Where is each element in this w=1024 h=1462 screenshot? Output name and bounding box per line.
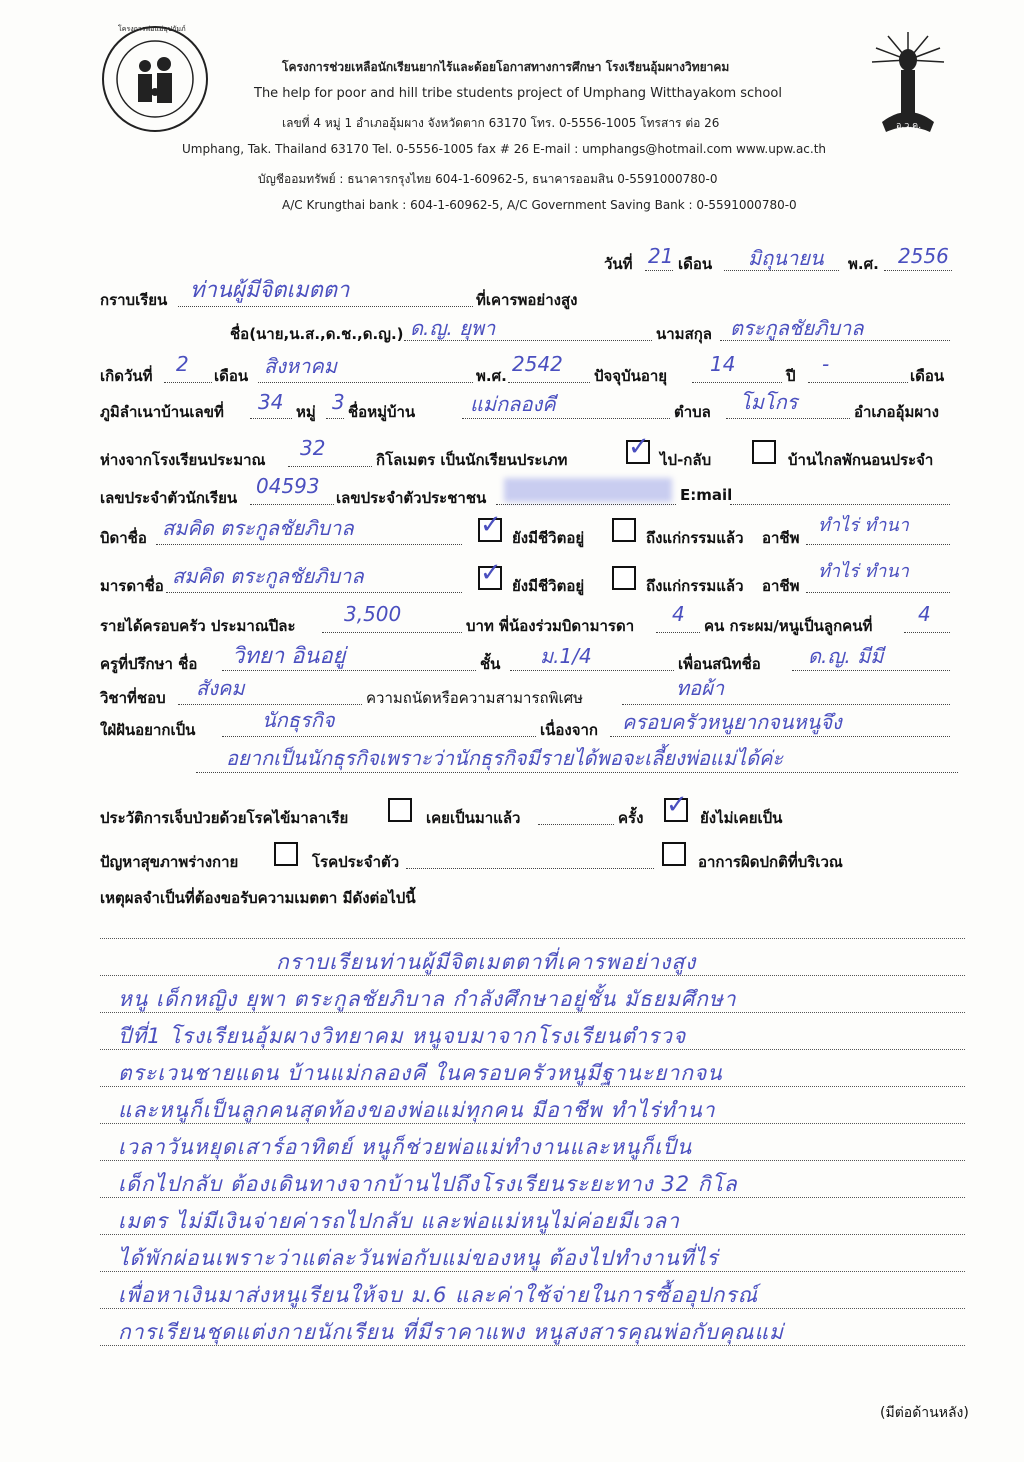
boarding-checkbox[interactable] xyxy=(752,440,776,464)
salutation-label: กราบเรียน xyxy=(100,291,168,309)
boarding-label: บ้านไกลพักนอนประจำ xyxy=(788,451,934,469)
essay-line: และหนูก็เป็นลูกคนสุดท้องของพ่อแม่ทุกคน มีอาชีพ ทำไร่ทำนา xyxy=(118,1098,716,1122)
commute-label: ไป-กลับ xyxy=(660,451,712,469)
born-day-value: 2 xyxy=(176,352,189,376)
house-value: 34 xyxy=(258,390,284,414)
email-label: E:mail xyxy=(680,486,733,504)
health-chronic-checkbox[interactable] xyxy=(274,842,298,866)
class-value: ม.1/4 xyxy=(540,644,592,668)
surname-value: ตระกูลชัยภิบาล xyxy=(730,316,864,340)
because-label: เนื่องจาก xyxy=(540,721,599,739)
header-line-th3: บัญชีออมทรัพย์ : ธนาคารกรุงไทย 604-1-60962-5, ธนาคารออมสิน 0-5591000780-0 xyxy=(258,172,718,186)
essay-line: ตระเวนชายแดน บ้านแม่กลองคี ในครอบครัวหนูมีฐานะยากจน xyxy=(118,1061,723,1085)
born-month-value: สิงหาคม xyxy=(264,354,337,378)
footer-note: (มีต่อด้านหลัง) xyxy=(880,1405,969,1421)
father-label: บิดาชื่อ xyxy=(100,529,147,547)
father-dead-checkbox[interactable] xyxy=(612,518,636,542)
mother-job-value: ทำไร่ ทำนา xyxy=(818,561,909,582)
age-month-value: - xyxy=(822,352,830,376)
village-value: แม่กลองคี xyxy=(470,392,556,416)
distance-label: ห่างจากโรงเรียนประมาณ xyxy=(100,451,266,469)
date-year-label: พ.ศ. xyxy=(848,255,879,273)
teacher-label: ครูที่ปรึกษา ชื่อ xyxy=(100,655,198,673)
essay-line: หนู เด็กหญิง ยุพา ตระกูลชัยภิบาล กำลังศึกษาอยู่ชั้น มัธยมศึกษา xyxy=(118,987,737,1011)
left-logo-text: โครงการพ่อแม่อุปถัมภ์ xyxy=(118,25,186,33)
essay-line: เพื่อหาเงินมาส่งหนูเรียนให้จบ ม.6 และค่าใช้จ่ายในการซื้ออุปกรณ์ xyxy=(118,1283,759,1307)
essay-line: เมตร ไม่มีเงินจ่ายค่ารถไปกลับ และพ่อแม่หนูไม่ค่อยมีเวลา xyxy=(118,1209,680,1233)
essay-line: เด็กไปกลับ ต้องเดินทางจากบ้านไปถึงโรงเรียนระยะทาง 32 กิโล xyxy=(118,1172,738,1196)
moo-value: 3 xyxy=(332,390,345,414)
born-month-label: เดือน xyxy=(214,367,249,385)
header-line-en3: A/C Krungthai bank : 604-1-60962-5, A/C Government Saving Bank : 0-5591000780-0 xyxy=(282,198,797,212)
because-value-line2: อยากเป็นนักธุรกิจเพราะว่านักธุรกิจมีรายได้พอจะเลี้ยงพ่อแม่ได้ค่ะ xyxy=(226,746,784,770)
village-label: ชื่อหมู่บ้าน xyxy=(348,403,416,421)
date-month-value: มิถุนายน xyxy=(748,246,824,270)
date-month-label: เดือน xyxy=(678,255,713,273)
date-day-value: 21 xyxy=(648,244,674,268)
sponsor-logo-icon xyxy=(100,24,210,134)
distance-unit: กิโลเมตร เป็นนักเรียนประเภท xyxy=(376,451,568,469)
fav-subject-label: วิชาที่ชอบ xyxy=(100,689,166,707)
date-day-label: วันที่ xyxy=(604,255,633,273)
age-month-unit: เดือน xyxy=(910,367,945,385)
house-label: ภูมิลำเนาบ้านเลขที่ xyxy=(100,403,224,421)
student-id-value: 04593 xyxy=(256,474,320,498)
mother-dead-checkbox[interactable] xyxy=(612,566,636,590)
child-order-label: คน กระผม/หนูเป็นลูกคนที่ xyxy=(704,617,873,635)
age-label: ปัจจุบันอายุ xyxy=(594,367,668,385)
citizen-id-redacted xyxy=(504,478,672,502)
essay-line: กราบเรียนท่านผู้มีจิตเมตตาที่เคารพอย่างสูง xyxy=(276,950,697,974)
malaria-had-label: เคยเป็นมาแล้ว xyxy=(426,809,521,827)
father-alive-check-icon: ✓ xyxy=(480,510,502,540)
born-day-label: เกิดวันที่ xyxy=(100,367,153,385)
tambon-value: โมโกร xyxy=(740,390,798,414)
header-line-th1: โครงการช่วยเหลือนักเรียนยากไร้และด้อยโอกาสทางการศึกษา โรงเรียนอุ้มผางวิทยาคม xyxy=(282,60,730,74)
student-id-label: เลขประจำตัวนักเรียน xyxy=(100,489,238,507)
date-year-value: 2556 xyxy=(898,244,949,268)
header-line-en2: Umphang, Tak. Thailand 63170 Tel. 0-5556-1005 fax # 26 E-mail : umphangs@hotmail.com www.upw.ac.th xyxy=(182,142,827,156)
talent-label: ความถนัดหรือความสามารถพิเศษ xyxy=(366,689,584,707)
born-year-value: 2542 xyxy=(512,352,563,376)
father-dead-label: ถึงแก่กรรมแล้ว xyxy=(646,529,744,547)
mother-label: มารดาชื่อ xyxy=(100,577,164,595)
malaria-never-label: ยังไม่เคยเป็น xyxy=(700,809,783,827)
distance-value: 32 xyxy=(300,436,326,460)
essay-line: ปีที่1 โรงเรียนอุ้มผางวิทยาคม หนูจบมาจากโรงเรียนตำรวจ xyxy=(118,1024,687,1048)
mother-alive-check-icon: ✓ xyxy=(480,558,502,588)
reason-label: เหตุผลจำเป็นที่ต้องขอรับความเมตตา มีดังต่อไปนี้ xyxy=(100,889,416,907)
teacher-value: วิทยา อินอยู่ xyxy=(232,644,346,669)
health-label: ปัญหาสุขภาพร่างกาย xyxy=(100,853,239,871)
malaria-never-check-icon: ✓ xyxy=(666,790,688,820)
right-logo-text: อ.ว.ค. xyxy=(896,121,922,131)
baht-label: บาท พี่น้องร่วมบิดามารดา xyxy=(466,617,635,635)
health-chronic-label: โรคประจำตัว xyxy=(312,853,400,871)
born-year-label: พ.ศ. xyxy=(476,367,507,385)
talent-value: ทอผ้า xyxy=(676,676,725,700)
mother-alive-label: ยังมีชีวิตอยู่ xyxy=(512,577,585,595)
health-abnormal-checkbox[interactable] xyxy=(662,842,686,866)
class-label: ชั้น xyxy=(480,655,501,673)
salutation-suffix: ที่เคารพอย่างสูง xyxy=(476,291,578,309)
income-label: รายได้ครอบครัว ประมาณปีละ xyxy=(100,617,296,635)
friend-value: ด.ญ. มีมี xyxy=(808,644,884,668)
child-order-value: 4 xyxy=(918,602,931,626)
friend-label: เพื่อนสนิทชื่อ xyxy=(678,655,761,673)
mother-dead-label: ถึงแก่กรรมแล้ว xyxy=(646,577,744,595)
malaria-times-label: ครั้ง xyxy=(618,809,644,827)
father-job-label: อาชีพ xyxy=(762,529,800,547)
age-value: 14 xyxy=(710,352,736,376)
header-line-th2: เลขที่ 4 หมู่ 1 อำเภออุ้มผาง จังหวัดตาก 63170 โทร. 0-5556-1005 โทรสาร ต่อ 26 xyxy=(282,116,720,130)
siblings-value: 4 xyxy=(672,602,685,626)
citizen-id-label: เลขประจำตัวประชาชน xyxy=(336,489,487,507)
because-value: ครอบครัวหนูยากจนหนูจึง xyxy=(622,710,842,734)
surname-label: นามสกุล xyxy=(656,325,712,343)
commute-check-icon: ✓ xyxy=(628,432,650,462)
health-abnormal-label: อาการผิดปกติที่บริเวณ xyxy=(698,853,843,871)
salutation-value: ท่านผู้มีจิตเมตตา xyxy=(190,278,350,303)
father-value: สมคิด ตระกูลชัยภิบาล xyxy=(162,516,354,540)
age-year-unit: ปี xyxy=(786,367,796,385)
essay-line: การเรียนชุดแต่งกายนักเรียน ที่มีราคาแพง หนูสงสารคุณพ่อกับคุณแม่ xyxy=(118,1320,784,1344)
malaria-had-checkbox[interactable] xyxy=(388,798,412,822)
father-alive-label: ยังมีชีวิตอยู่ xyxy=(512,529,585,547)
header-line-en1: The help for poor and hill tribe students project of Umphang Witthayakom school xyxy=(254,86,782,101)
tambon-label: ตำบล xyxy=(674,403,711,421)
name-value: ด.ญ. ยุพา xyxy=(410,316,496,340)
father-job-value: ทำไร่ ทำนา xyxy=(818,515,909,536)
dream-value: นักธุรกิจ xyxy=(262,708,335,732)
essay-line: เวลาวันหยุดเสาร์อาทิตย์ หนูก็ช่วยพ่อแม่ทำงานและหนูก็เป็น xyxy=(118,1135,693,1159)
dream-label: ใฝ่ฝันอยากเป็น xyxy=(100,721,196,739)
name-label: ชื่อ(นาย,น.ส.,ด.ช.,ด.ญ.) xyxy=(230,325,404,343)
left-logo xyxy=(100,24,210,134)
mother-value: สมคิด ตระกูลชัยภิบาล xyxy=(172,564,364,588)
fav-subject-value: สังคม xyxy=(196,676,245,700)
amphoe-label: อำเภออุ้มผาง xyxy=(854,403,939,421)
mother-job-label: อาชีพ xyxy=(762,577,800,595)
malaria-label: ประวัติการเจ็บป่วยด้วยโรคไข้มาลาเรีย xyxy=(100,809,349,827)
essay-line: ได้พักผ่อนเพราะว่าแต่ละวันพ่อกับแม่ของหนู ต้องไปทำงานที่ไร่ xyxy=(118,1246,719,1270)
income-value: 3,500 xyxy=(344,602,402,626)
moo-label: หมู่ xyxy=(296,403,316,421)
